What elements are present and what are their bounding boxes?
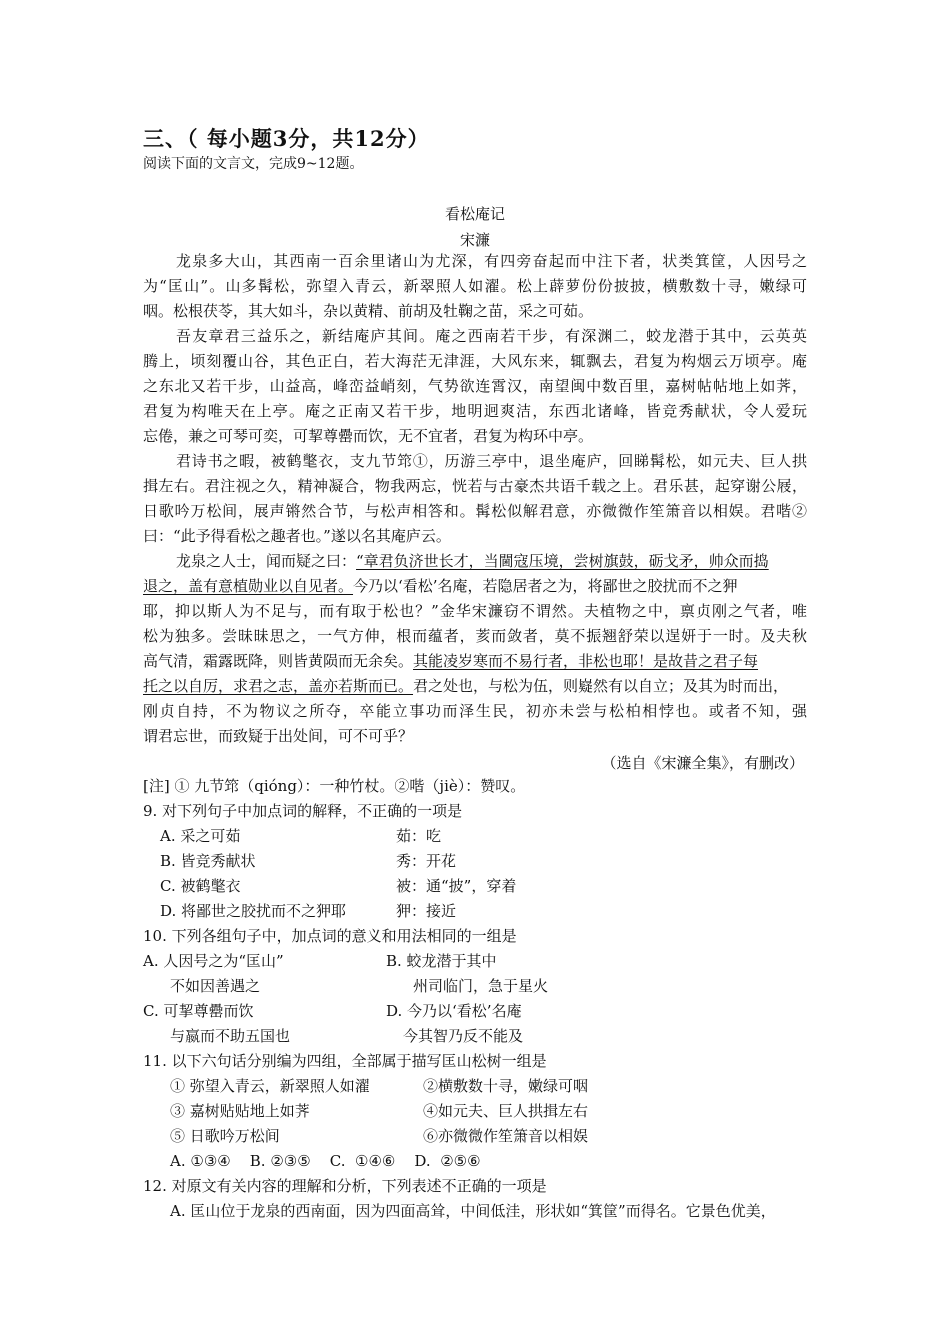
essay-line: 君诗书之暇，被鹤氅衣，支九节筇①，历游三亭中，退坐庵庐，回睇髯松，如元夫、巨人拱	[176, 452, 807, 470]
q11-choices: A. ①③④ B. ②③⑤ C. ①④⑥ D. ②⑤⑥	[170, 1152, 481, 1170]
q10-option-c-2: 与嬴而不助五国也	[170, 1027, 291, 1045]
essay-fragment: 龙泉之人士，闻而疑之曰：	[176, 552, 357, 570]
q9-option-b-expl: 秀：开花	[396, 852, 457, 870]
essay-line: 君复为构唯天在上亭。庵之正南又若干步，地明迥爽洁，东西北诸峰，皆竞秀献状，令人爱玩	[143, 402, 807, 420]
q9-option-c: C. 被鹤氅衣	[160, 877, 241, 895]
essay-source: （选自《宋濂全集》，有删改）	[601, 754, 804, 772]
q10-option-a-2: 不如因善遇之	[170, 977, 261, 995]
q12-option-a: A. 匡山位于龙泉的西南面，因为四面高耸，中间低洼，形状如“箕筐”而得名。它景色优美，	[170, 1202, 776, 1220]
q10-option-c-1: C. 可挈尊罍而饮	[143, 1002, 254, 1020]
q9-option-d: D. 将鄙世之胶扰而不之狎耶	[160, 902, 347, 920]
essay-line	[143, 579, 738, 594]
essay-line: 刚贞自持，不为物议之所夺，卒能立事功而泽生民，初亦未尝与松柏相悖也。或者不知，强	[143, 702, 807, 720]
essay-line: 为“匡山”。山多髯松，弥望入青云，新翠照人如濯。松上薜萝份份披披，横敷数十寻，嫩绿可	[143, 277, 807, 295]
essay-line: 耶，抑以斯人为不足与，而有取于松也？”金华宋濂窃不谓然。夫植物之中，禀贞刚之气者，唯	[143, 602, 807, 620]
essay-fragment: 今乃以‘看松’名庵，若隐居者之为，将鄙世之胶扰而不之狎	[353, 577, 738, 595]
essay-line: 之东北又若干步，山益高，峰峦益峭刻，气势欲连霄汉，南望闽中数百里，嘉树帖帖地上如荠，	[143, 377, 807, 395]
q10-option-d-2: 今其智乃反不能及	[403, 1027, 524, 1045]
essay-line: 日歌吟万松间，展声锵然合节，与松声相答和。髯松似解君意，亦微微作笙箫音以相娱。君喈②	[143, 502, 807, 520]
q10-option-a-1: A. 人因号之为“匡山”	[143, 952, 284, 970]
essay-line	[143, 654, 758, 669]
q11-item: ②横敷数十寻，嫩绿可咽	[423, 1077, 589, 1095]
q11-item: ⑥亦微微作笙箫音以相娱	[423, 1127, 589, 1145]
essay-line: 腾上，顷刻覆山谷，其色正白，若大海茫无津涯，大风东来，辄飘去，君复为构烟云万顷亭。庵	[143, 352, 807, 370]
essay-line: 吾友章君三益乐之，新结庵庐其间。庵之西南若干步，有深渊二，蛟龙潜于其中，云英英	[176, 327, 807, 345]
q9-option-b: B. 皆竞秀献状	[160, 852, 256, 870]
q11-item: ④如元夫、巨人拱揖左右	[423, 1102, 589, 1120]
essay-line: 揖左右。君注视之久，精神凝合，物我两忘，恍若与古豪杰共语千载之上。君乐甚，起穿谢公屐，	[143, 477, 807, 495]
essay-line: 忘倦，兼之可琴可奕，可挈尊罍而饮，无不宜者，君复为构环中亭。	[143, 427, 594, 445]
essay-title: 看松庵记	[444, 205, 505, 223]
underlined-sentence: 托之以自厉，求君之志，盖亦若斯而已。	[143, 677, 414, 695]
q9-option-a: A. 采之可茹	[160, 827, 241, 845]
q11-item: ⑤ 日歌吟万松间	[170, 1127, 280, 1145]
section-instruction: 阅读下面的文言文，完成9~12题。	[143, 156, 364, 172]
q11-item: ① 弥望入青云，新翠照人如濯	[170, 1077, 370, 1095]
q9-option-c-expl: 被：通“披”，穿着	[396, 877, 517, 895]
essay-line: 谓君忘世，而致疑于出处间，可不可乎？	[143, 727, 414, 745]
essay-line: 松为独多。尝昧昧思之，一气方伸，根而蕴者，荄而敛者，莫不振翘舒荣以逞妍于一时。及夫秋	[143, 627, 807, 645]
underlined-sentence: 退之，盖有意植勋业以自见者。	[143, 577, 354, 595]
essay-author: 宋濂	[459, 231, 490, 249]
underlined-sentence: “章君负济世长才，当閫寇压境，尝树旗鼓，砺戈矛，帅众而捣	[356, 552, 769, 570]
essay-line	[176, 554, 769, 569]
underlined-sentence: 其能凌岁寒而不易行者，非松也耶！是故昔之君子每	[413, 652, 759, 670]
question-12-stem: 12. 对原文有关内容的理解和分析，下列表述不正确的一项是	[143, 1177, 547, 1195]
essay-line: 曰：“此予得看松之趣者也。”遂以名其庵庐云。	[143, 527, 451, 545]
essay-line	[143, 679, 788, 694]
q11-item: ③ 嘉树贴贴地上如荠	[170, 1102, 310, 1120]
essay-line: 咽。松根茯苓，其大如斗，杂以黄精、前胡及牡鞠之苗，采之可茹。	[143, 302, 594, 320]
question-10-stem: 10. 下列各组句子中，加点词的意义和用法相同的一组是	[143, 927, 517, 945]
q10-option-b-1: B. 蛟龙潜于其中	[386, 952, 497, 970]
essay-fragment: 高气清，霜露既降，则皆黄陨而无余矣。	[143, 652, 414, 670]
q9-option-a-expl: 茹：吃	[396, 827, 442, 845]
section-title: 三、（ 每小题3分，共12分）	[143, 126, 430, 151]
q10-option-b-2: 州司临门，急于星火	[413, 977, 549, 995]
q9-option-d-expl: 狎：接近	[396, 902, 457, 920]
question-11-stem: 11. 以下六句话分别编为四组，全部属于描写匡山松树一组是	[143, 1052, 547, 1070]
q10-option-d-1: D. 今乃以‘看松’名庵	[386, 1002, 522, 1020]
footnote: [注] ① 九节筇（qióng）：一种竹杖。②喈（jiè）：赞叹。	[143, 777, 526, 795]
question-9-stem: 9. 对下列句子中加点词的解释，不正确的一项是	[143, 802, 463, 820]
essay-fragment: 君之处也，与松为伍，则嶷然有以自立；及其为时而出，	[413, 677, 789, 695]
essay-line: 龙泉多大山，其西南一百余里诸山为尤深，有四旁奋起而中注下者，状类箕筐，人因号之	[176, 252, 807, 270]
